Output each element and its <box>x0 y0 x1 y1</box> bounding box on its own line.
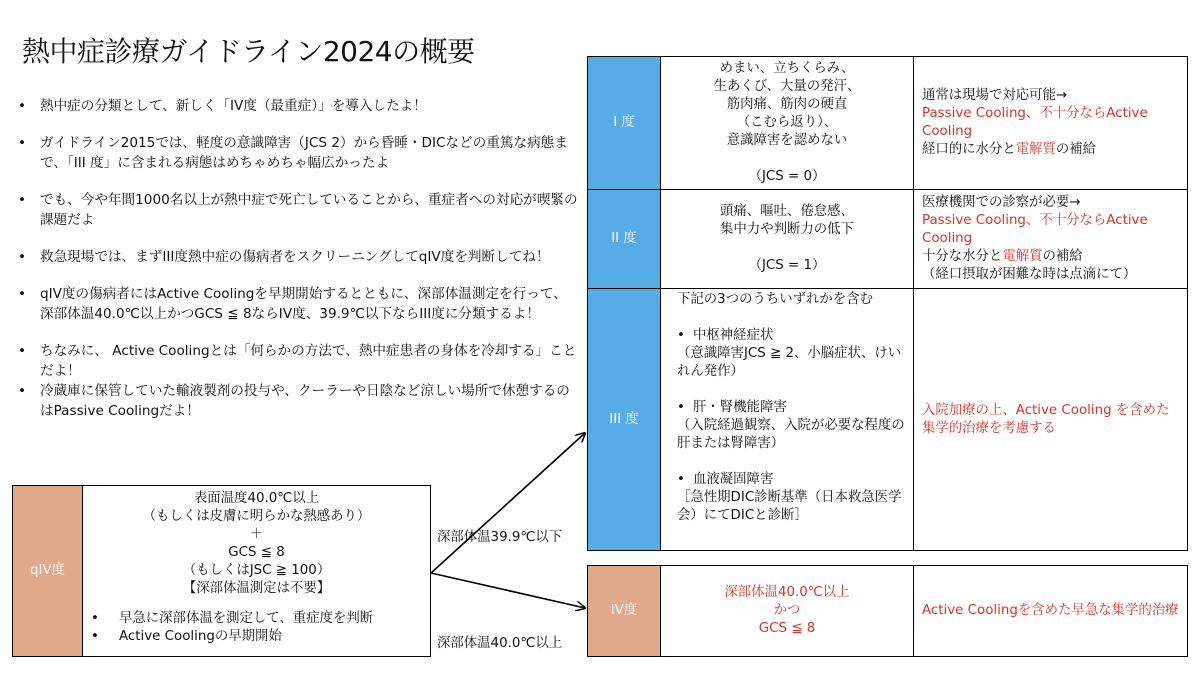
grade-3-label: III 度 <box>588 289 661 551</box>
note-text: の補給 <box>1042 249 1083 264</box>
note-electrolyte: 電解質 <box>1002 249 1043 264</box>
grade-3-intro: 下記の3つのうちいずれかを含む <box>677 292 873 307</box>
bullet-item: • ちなみに、 Active Coolingとは「何らかの方法で、熱中症患者の身体を冷却する」ことだよ！ <box>18 341 578 381</box>
bullet-item: • qIV度の傷病者にはActive Coolingを早期開始するとともに、深部体温測定を行って、深部体温40.0℃以上かつGCS ≦ 8ならIV度、39.9℃以下ならIII度に分類するよ！ <box>18 284 578 324</box>
note-text: 経口的に水分と <box>922 142 1016 157</box>
item-head: 中枢神経症状 <box>693 328 774 343</box>
qiv-criteria: 表面温度40.0℃以上 （もしくは皮膚に明らかな熱感あり） ＋ GCS ≦ 8 （もしくはJSC ≧ 100） 【深部体温測定は不要】 <box>142 491 371 596</box>
grade-4-label: IV度 <box>588 566 661 657</box>
note-text: 十分な水分と <box>922 249 1003 264</box>
bullet-item: • 救急現場では、まずIII度熱中症の傷病者をスクリーニングしてqIV度を判断してね！ <box>18 247 578 267</box>
grade-3-item-detail: ［急性期DIC診断基準（日本救急医学会）にてDICと診断］ <box>677 490 902 523</box>
grade-4-criteria: 深部体温40.0℃以上 かつ GCS ≦ 8 <box>661 566 914 657</box>
qiv-label: qIV度 <box>13 486 83 657</box>
qiv-action-item: • 早急に深部体温を測定して、重症度を判断 <box>91 610 430 628</box>
grade-3-management: 入院加療の上、Active Cooling を含めた集学的治療を考慮する <box>914 289 1188 551</box>
qiv-action-item: • Active Coolingの早期開始 <box>91 628 430 646</box>
bullet-marker: • <box>677 328 685 343</box>
grade-2-label: II 度 <box>588 190 661 289</box>
note-text: の補給 <box>1055 142 1097 157</box>
bullet-marker: • <box>677 472 685 487</box>
bullet-marker: • <box>677 400 685 415</box>
bullet-item: • でも、今や年間1000名以上が熱中症で死亡していることから、重症者への対応が喫緊の課題だよ <box>18 190 578 230</box>
grade-1-note-cooling: Passive Cooling、不十分ならActive Cooling <box>922 106 1148 139</box>
arrow-label-to-grade-3: 深部体温39.9℃以下 <box>437 530 563 545</box>
item-head: 肝・腎機能障害 <box>693 400 787 415</box>
arrow-label-to-grade-4: 深部体温40.0℃以上 <box>437 636 563 651</box>
bullet-item: • 冷蔵庫に保管していた輸液製剤の投与や、クーラーや日陰など涼しい場所で休憩するのはPassive Coolingだよ！ <box>18 381 578 421</box>
item-head: 血液凝固障害 <box>693 472 774 487</box>
grade-1-symptoms: めまい、立ちくらみ、 生あくび、大量の発汗、 筋肉痛、筋肉の硬直 （こむら返り）、 意識障害を認めない （JCS = 0） <box>661 57 914 190</box>
grade-2-note-line: 医療機関での診察が必要→ <box>922 195 1081 210</box>
arrow-to-grade-4 <box>431 573 585 608</box>
note-electrolyte: 電解質 <box>1015 142 1056 157</box>
arrow-to-grade-3 <box>431 433 585 573</box>
grade-2-note-cooling: Passive Cooling、不十分ならActive Cooling <box>922 213 1148 246</box>
grade-1-label: I 度 <box>588 57 661 190</box>
grade-3-item-detail: （入院経過観察、入院が必要な程度の肝または腎障害） <box>677 418 905 451</box>
grade-1-note-line: 通常は現場で対応可能→ <box>922 88 1068 103</box>
grade-2-note-iv: （経口摂取が困難な時は点滴にて） <box>922 267 1137 282</box>
grade-2-symptoms: 頭痛、嘔吐、倦怠感、 集中力や判断力の低下 （JCS = 1） <box>661 190 914 289</box>
bullet-item: • ガイドライン2015では、軽度の意識障害（JCS 2）から昏睡・DICなどの重篤な病態まで、「III 度」に含まれる病態はめちゃめちゃ幅広かったよ <box>18 133 578 173</box>
page-title: 熱中症診療ガイドライン2024の概要 <box>22 35 475 68</box>
bullet-item: • 熱中症の分類として、新しく「IV度（最重症）」を導入したよ！ <box>18 96 578 116</box>
grade-3-item-detail: （意識障害JCS ≧ 2、小脳症状、けいれん発作） <box>677 346 902 379</box>
grade-4-management: Active Coolingを含めた早急な集学的治療 <box>914 566 1188 657</box>
